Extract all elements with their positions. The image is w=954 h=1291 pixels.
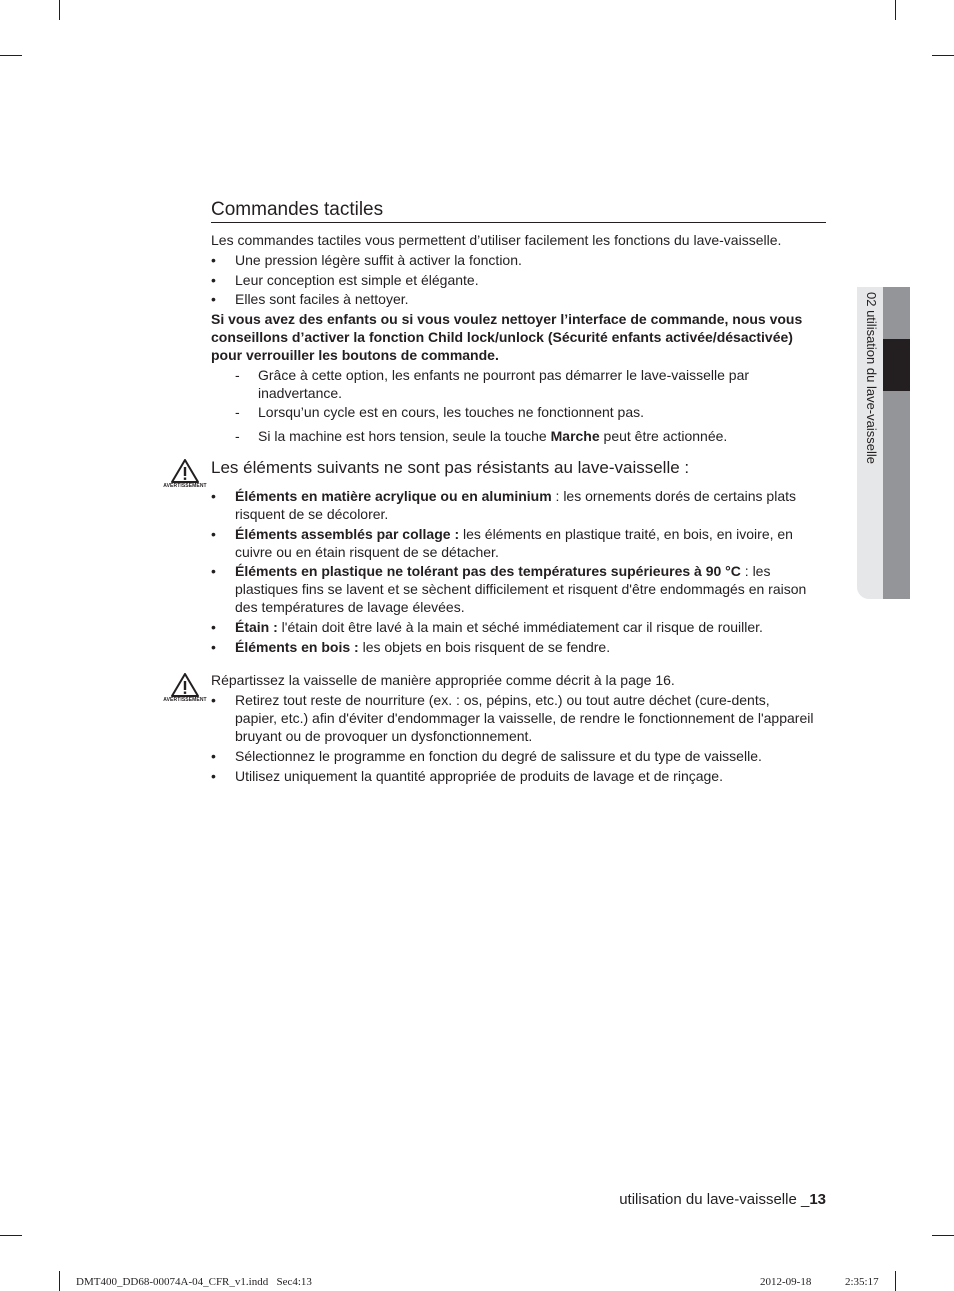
list-item: Leur conception est simple et élégante. <box>235 272 479 288</box>
bullet-symbol: • <box>211 272 216 288</box>
crop-mark <box>895 1271 896 1291</box>
item-term: Éléments en plastique ne tolérant pas des températures supérieures à 90 °C <box>235 563 741 579</box>
list-item <box>235 691 835 745</box>
crop-mark <box>932 55 954 56</box>
list-item: Une pression légère suffit à activer la fonction. <box>235 252 522 268</box>
dash-item: Lorsqu’un cycle est en cours, les touches ne fonctionnent pas. <box>258 404 645 420</box>
side-tab-marker <box>883 339 910 391</box>
warning-intro: Répartissez la vaisselle de manière appropriée comme décrit à la page 16. <box>211 672 675 688</box>
item-text: bruyant ou de provoquer un dysfonctionnement. <box>235 728 533 744</box>
item-term: Étain : <box>235 619 278 635</box>
list-item <box>235 487 835 523</box>
item-text: plastiques fins se lavent et se sèchent difficilement et risquent d'être endommagés en raison <box>235 581 807 597</box>
page-number: 13 <box>809 1191 826 1208</box>
marche-key-label: Marche <box>550 428 600 444</box>
dash-symbol: - <box>235 428 240 444</box>
section-title: Commandes tactiles <box>211 199 826 223</box>
list-item: Sélectionnez le programme en fonction du degré de salissure et du type de vaisselle. <box>235 748 762 764</box>
warning-label: AVERTISSEMENT <box>163 483 207 489</box>
item-term: Éléments en bois : <box>235 639 359 655</box>
dash-symbol: - <box>235 404 240 420</box>
item-text: papier, etc.) afin d'éviter d'endommager la vaisselle, de rendre le fonctionnement de l'appareil <box>235 710 814 726</box>
dash-item <box>258 427 818 445</box>
list-item <box>235 638 835 656</box>
page-footer <box>619 1191 826 1209</box>
bullet-symbol: • <box>211 639 216 655</box>
print-time: 2:35:17 <box>845 1276 879 1288</box>
list-item: Elles sont faciles à nettoyer. <box>235 291 409 307</box>
warning-icon <box>163 459 207 489</box>
list-item <box>235 525 835 561</box>
dash-item-line: inadvertance. <box>258 385 343 401</box>
list-item: Utilisez uniquement la quantité appropriée de produits de lavage et de rinçage. <box>235 768 723 784</box>
item-text: : les ornements dorés de certains plats <box>551 488 796 504</box>
crop-mark <box>0 1235 22 1236</box>
dash-item <box>258 366 818 402</box>
footer-label: utilisation du lave-vaisselle _ <box>619 1191 810 1208</box>
bullet-symbol: • <box>211 692 216 708</box>
list-item <box>235 618 835 636</box>
item-text: des températures de lavage élevées. <box>235 599 465 615</box>
item-text: Retirez tout reste de nourriture (ex. : os, pépins, etc.) ou tout autre déchet (cure-dents, <box>235 692 770 708</box>
item-text: les éléments en plastique traité, en bois, en ivoire, en <box>459 526 793 542</box>
bullet-symbol: • <box>211 563 216 579</box>
bullet-symbol: • <box>211 526 216 542</box>
dash-item-text: Si la machine est hors tension, seule la touche <box>258 428 551 444</box>
item-term: Éléments en matière acrylique ou en aluminium <box>235 488 552 504</box>
item-text: : les <box>740 563 771 579</box>
warning-heading: Les éléments suivants ne sont pas résistants au lave-vaisselle : <box>211 458 690 477</box>
crop-mark <box>895 0 896 20</box>
list-item <box>235 562 835 616</box>
crop-mark <box>59 0 60 20</box>
bullet-symbol: • <box>211 488 216 504</box>
bullet-symbol: • <box>211 748 216 764</box>
crop-mark <box>0 55 22 56</box>
warning-label: AVERTISSEMENT <box>163 697 207 703</box>
child-lock-notice-line: Si vous avez des enfants ou si vous voulez nettoyer l’interface de commande, nous vous <box>211 311 803 327</box>
intro-text: Les commandes tactiles vous permettent d’utiliser facilement les fonctions du lave-vaisselle. <box>211 232 782 248</box>
print-file-info: DMT400_DD68-00074A-04_CFR_v1.indd Sec4:13 <box>76 1276 312 1288</box>
child-lock-notice <box>211 310 831 364</box>
side-tab-strip <box>883 287 910 599</box>
warning-icon <box>163 673 207 703</box>
side-tab-label: 02 utilisation du lave-vaisselle <box>864 292 879 464</box>
bullet-symbol: • <box>211 291 216 307</box>
item-text: cuivre ou en étain risquent de se détacher. <box>235 544 499 560</box>
bullet-symbol: • <box>211 619 216 635</box>
dash-item-text: peut être actionnée. <box>599 428 728 444</box>
warning-triangle-icon <box>171 673 199 697</box>
warning-triangle-icon <box>171 459 199 483</box>
item-term: Éléments assemblés par collage : <box>235 526 460 542</box>
item-text: l'étain doit être lavé à la main et séché immédiatement car il risque de rouiller. <box>277 619 763 635</box>
dash-item-line: Grâce à cette option, les enfants ne pourront pas démarrer le lave-vaisselle par <box>258 367 750 383</box>
crop-mark <box>59 1271 60 1291</box>
print-date: 2012-09-18 <box>760 1276 812 1288</box>
item-text: les objets en bois risquent de se fendre. <box>358 639 611 655</box>
bullet-symbol: • <box>211 768 216 784</box>
bullet-symbol: • <box>211 252 216 268</box>
crop-mark <box>932 1235 954 1236</box>
child-lock-notice-line: pour verrouiller les boutons de commande. <box>211 347 499 363</box>
dash-symbol: - <box>235 367 240 383</box>
child-lock-notice-line: conseillons d’activer la fonction Child lock/unlock (Sécurité enfants activée/désactivée) <box>211 329 793 345</box>
item-text: risquent de se décolorer. <box>235 506 389 522</box>
